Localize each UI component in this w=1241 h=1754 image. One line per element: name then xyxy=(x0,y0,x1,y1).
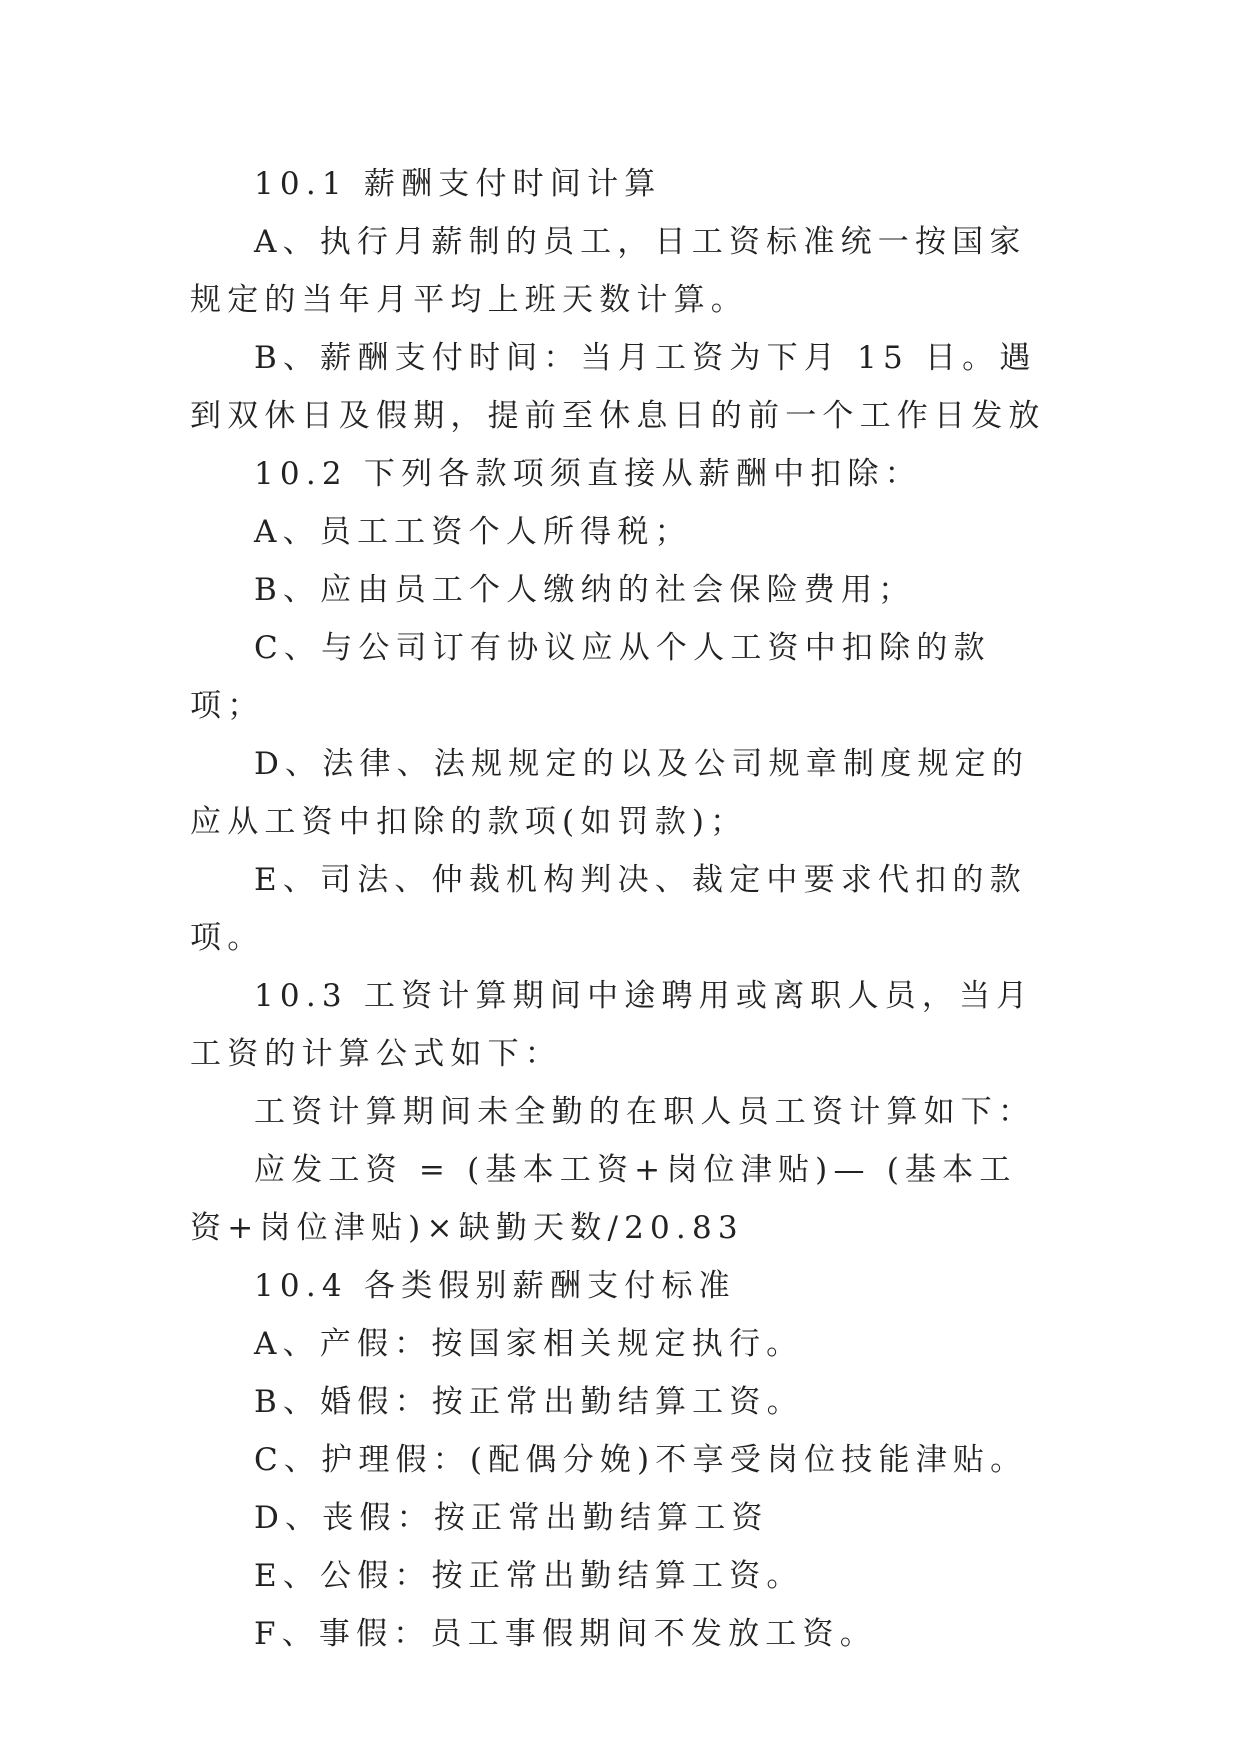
paragraph-10-4-a: A、产假：按国家相关规定执行。 xyxy=(254,1326,804,1362)
paragraph-10-1-b: B、薪酬支付时间：当月工资为下月 15 日。遇到双休日及假期，提前至休息日的前一个工作日发放 xyxy=(190,340,1046,434)
paragraph-10-2-e: E、司法、仲裁机构判决、裁定中要求代扣的款项。 xyxy=(190,862,1027,956)
paragraph-10-3-formula: 应发工资 = (基本工资+岗位津贴)— (基本工资+岗位津贴)×缺勤天数/20.83 xyxy=(190,1152,1017,1246)
paragraph-10-1-a: A、执行月薪制的员工，日工资标准统一按国家规定的当年月平均上班天数计算。 xyxy=(190,224,1027,318)
section-heading-10-4: 10.4 各类假别薪酬支付标准 xyxy=(254,1268,736,1304)
paragraph-10-2-b: B、应由员工个人缴纳的社会保险费用； xyxy=(254,572,916,608)
paragraph-10-4-d: D、丧假：按正常出勤结算工资 xyxy=(254,1500,769,1536)
paragraph-10-4-c: C、护理假：(配偶分娩)不享受岗位技能津贴。 xyxy=(254,1442,1028,1478)
section-heading-10-1: 10.1 薪酬支付时间计算 xyxy=(254,166,662,202)
paragraph-10-4-e: E、公假：按正常出勤结算工资。 xyxy=(254,1558,804,1594)
paragraph-10-3-intro: 工资计算期间未全勤的在职人员工资计算如下： xyxy=(254,1094,1036,1130)
paragraph-10-2-d: D、法律、法规规定的以及公司规章制度规定的应从工资中扣除的款项(如罚款)； xyxy=(190,746,1030,840)
section-heading-10-3: 10.3 工资计算期间中途聘用或离职人员，当月工资的计算公式如下： xyxy=(190,978,1034,1072)
paragraph-10-2-c: C、与公司订有协议应从个人工资中扣除的款项； xyxy=(190,630,991,724)
paragraph-10-2-a: A、员工工资个人所得税； xyxy=(254,514,692,550)
section-heading-10-2: 10.2 下列各款项须直接从薪酬中扣除： xyxy=(254,456,922,492)
paragraph-10-4-f: F、事假：员工事假期间不发放工资。 xyxy=(254,1616,877,1652)
document-body xyxy=(190,155,1050,1663)
paragraph-10-4-b: B、婚假：按正常出勤结算工资。 xyxy=(254,1384,804,1420)
